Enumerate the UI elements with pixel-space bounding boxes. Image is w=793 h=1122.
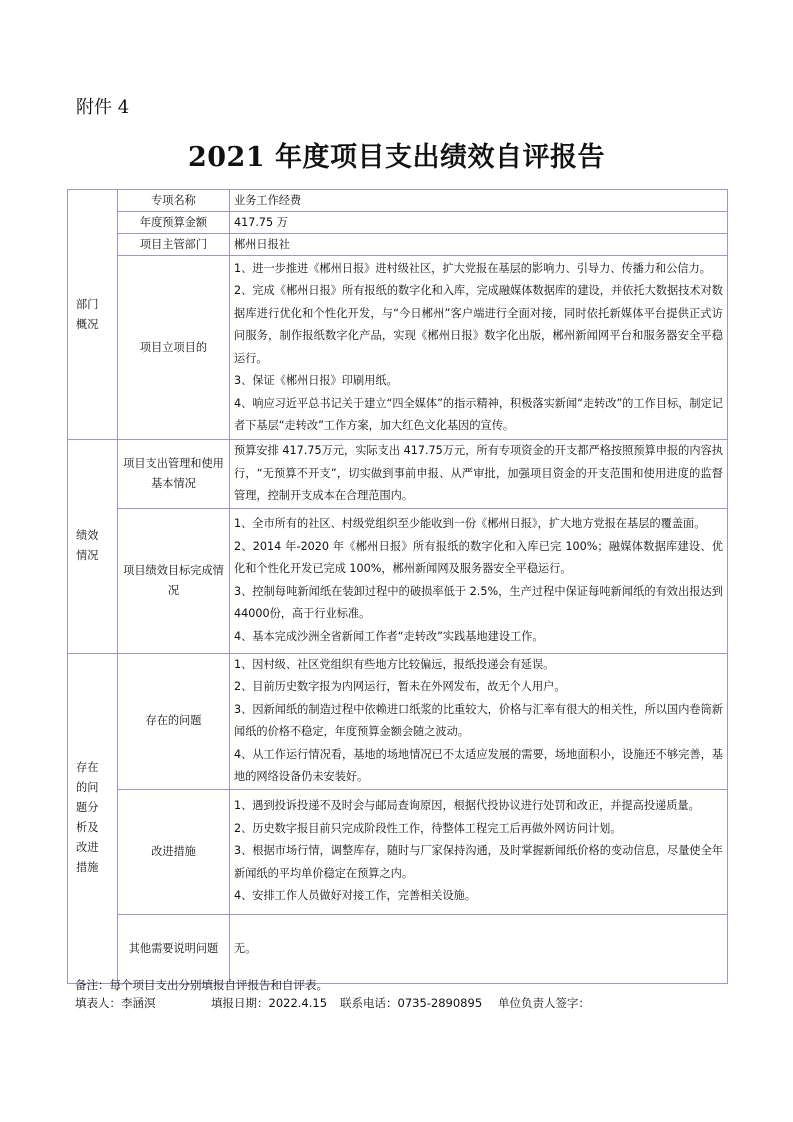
improvements-content	[230, 789, 728, 914]
list-item: 预算安排 417.75万元，实际支出 417.75万元，所有专项资金的开支都严格按照预算申报的内容执行，“无预算不开支”，切实做到事前申报、从严审批，加强项目资金的开支范围和使用进度的监督管理，控制开支成本在合理范围内。	[234, 444, 723, 502]
table-row	[68, 914, 728, 983]
goal-completion-label: 项目绩效目标完成情况	[118, 508, 230, 653]
list-item: 4、安排工作人员做好对接工作，完善相关设施。	[234, 889, 477, 903]
attachment-label: 附件 4	[76, 97, 130, 118]
list-item: 3、控制每吨新闻纸在装卸过程中的破损率低于 2.5%，生产过程中保证每吨新闻纸的有效出报达到 44000份，高于行业标准。	[234, 584, 723, 620]
list-item: 2、2014 年-2020 年《郴州日报》所有报纸的数字化和入库已完 100%；融媒体数据库建设、优化和个性化开发已完成 100%，郴州新闻网及服务器安全平稳运行。	[234, 539, 723, 575]
annual-budget-value: 417.75 万	[230, 212, 728, 234]
section-label-line: 存在	[76, 761, 99, 774]
spending-management-label: 项目支出管理和使用基本情况	[118, 440, 230, 509]
list-item: 4、从工作运行情况看，基地的场地情况已不太适应发展的需要，场地面积小，设施还不够完善，基地的网络设备仍未安装好。	[234, 747, 723, 783]
table-row	[68, 234, 728, 256]
table-row	[68, 212, 728, 234]
dept-in-charge-value: 郴州日报社	[230, 234, 728, 256]
list-item: 1、因村级、社区党组织有些地方比较偏远，报纸投递会有延误。	[234, 657, 555, 671]
section-label-line: 的问	[76, 781, 99, 794]
section-label-line: 部门	[76, 297, 99, 311]
report-table	[67, 189, 728, 984]
existing-problems-label: 存在的问题	[118, 653, 230, 789]
fill-date: 填报日期：2022.4.15	[211, 996, 328, 1010]
page-title: 2021 年度项目支出绩效自评报告	[187, 142, 606, 173]
remark-note: 备注：每个项目支出分别填报自评报告和自评表。	[75, 978, 328, 992]
contact-phone: 联系电话：0735-2890895	[340, 996, 483, 1010]
goal-completion-content	[230, 508, 728, 653]
section-issues	[68, 653, 118, 983]
list-item: 3、因新闻纸的制造过程中依赖进口纸浆的比重较大，价格与汇率有很大的相关性，所以国内卷筒新闻纸的价格不稳定，年度预算金额会随之波动。	[234, 702, 723, 738]
list-item: 1、全市所有的社区、村级党组织至少能收到一份《郴州日报》，扩大地方党报在基层的覆盖面。	[234, 517, 706, 530]
list-item: 3、保证《郴州日报》印刷用纸。	[234, 374, 398, 387]
table-row	[68, 256, 728, 440]
other-notes-label: 其他需要说明问题	[118, 914, 230, 983]
other-notes-value: 无。	[230, 914, 728, 983]
section-label-line: 绩效	[76, 529, 99, 543]
list-item: 2、完成《郴州日报》所有报纸的数字化和入库，完成融媒体数据库的建设，并依托大数据技术对数据库进行优化和个性化开发，与“今日郴州”客户端进行全面对接，同时依托新媒体平台提供正式访问服务，制作报纸数字化产品，实现《郴州日报》数字化出版，郴州新闻网平台和服务器安全平稳运行。	[234, 284, 723, 365]
list-item: 2、目前历史数字报为内网运行，暂未在外网发布，故无个人用户。	[234, 680, 566, 693]
improvements-label: 改进措施	[118, 789, 230, 914]
project-purpose-label: 项目立项目的	[118, 256, 230, 440]
existing-problems-content	[230, 653, 728, 789]
list-item: 3、根据市场行情，调整库存，随时与厂家保持沟通，及时掌握新闻纸价格的变动信息，尽量使全年新闻纸的平均单价稳定在预算之内。	[234, 844, 723, 880]
table-row	[68, 653, 728, 789]
section-dept-overview	[68, 190, 118, 440]
dept-in-charge-label: 项目主管部门	[118, 234, 230, 256]
section-label-line: 改进	[76, 841, 99, 854]
section-label-line: 析及	[76, 821, 99, 834]
filler-name: 填表人：李涵溟	[75, 996, 156, 1010]
signature-field: 单位负责人签字：	[498, 996, 590, 1010]
table-row	[68, 508, 728, 653]
section-label-line: 题分	[76, 801, 99, 814]
table-row	[68, 440, 728, 509]
section-label-line: 概况	[76, 317, 99, 331]
list-item: 2、历史数字报目前只完成阶段性工作，待整体工程完工后再做外网访问计划。	[234, 821, 622, 835]
table-row	[68, 190, 728, 212]
footer-info	[75, 995, 735, 1011]
table-row	[68, 789, 728, 914]
list-item: 4、基本完成沙洲全省新闻工作者“走转改”实践基地建设工作。	[234, 629, 544, 643]
list-item: 1、进一步推进《郴州日报》进村级社区，扩大党报在基层的影响力、引导力、传播力和公信力。	[234, 261, 711, 275]
list-item: 1、遇到投诉投递不及时会与邮局查询原因，根据代投协议进行处罚和改正，并提高投递质量。	[234, 799, 700, 813]
special-name-value: 业务工作经费	[230, 190, 728, 212]
project-purpose-content	[230, 256, 728, 440]
annual-budget-label: 年度预算金额	[118, 212, 230, 234]
spending-management-content	[230, 440, 728, 509]
special-name-label: 专项名称	[118, 190, 230, 212]
section-performance	[68, 440, 118, 654]
section-label-line: 措施	[76, 861, 99, 874]
list-item: 4、响应习近平总书记关于建立“四全媒体”的指示精神，积极落实新闻“走转改”的工作目标，制定记者下基层“走转改”工作方案，加大红色文化基因的宣传。	[234, 396, 723, 432]
section-label-line: 情况	[76, 549, 99, 563]
